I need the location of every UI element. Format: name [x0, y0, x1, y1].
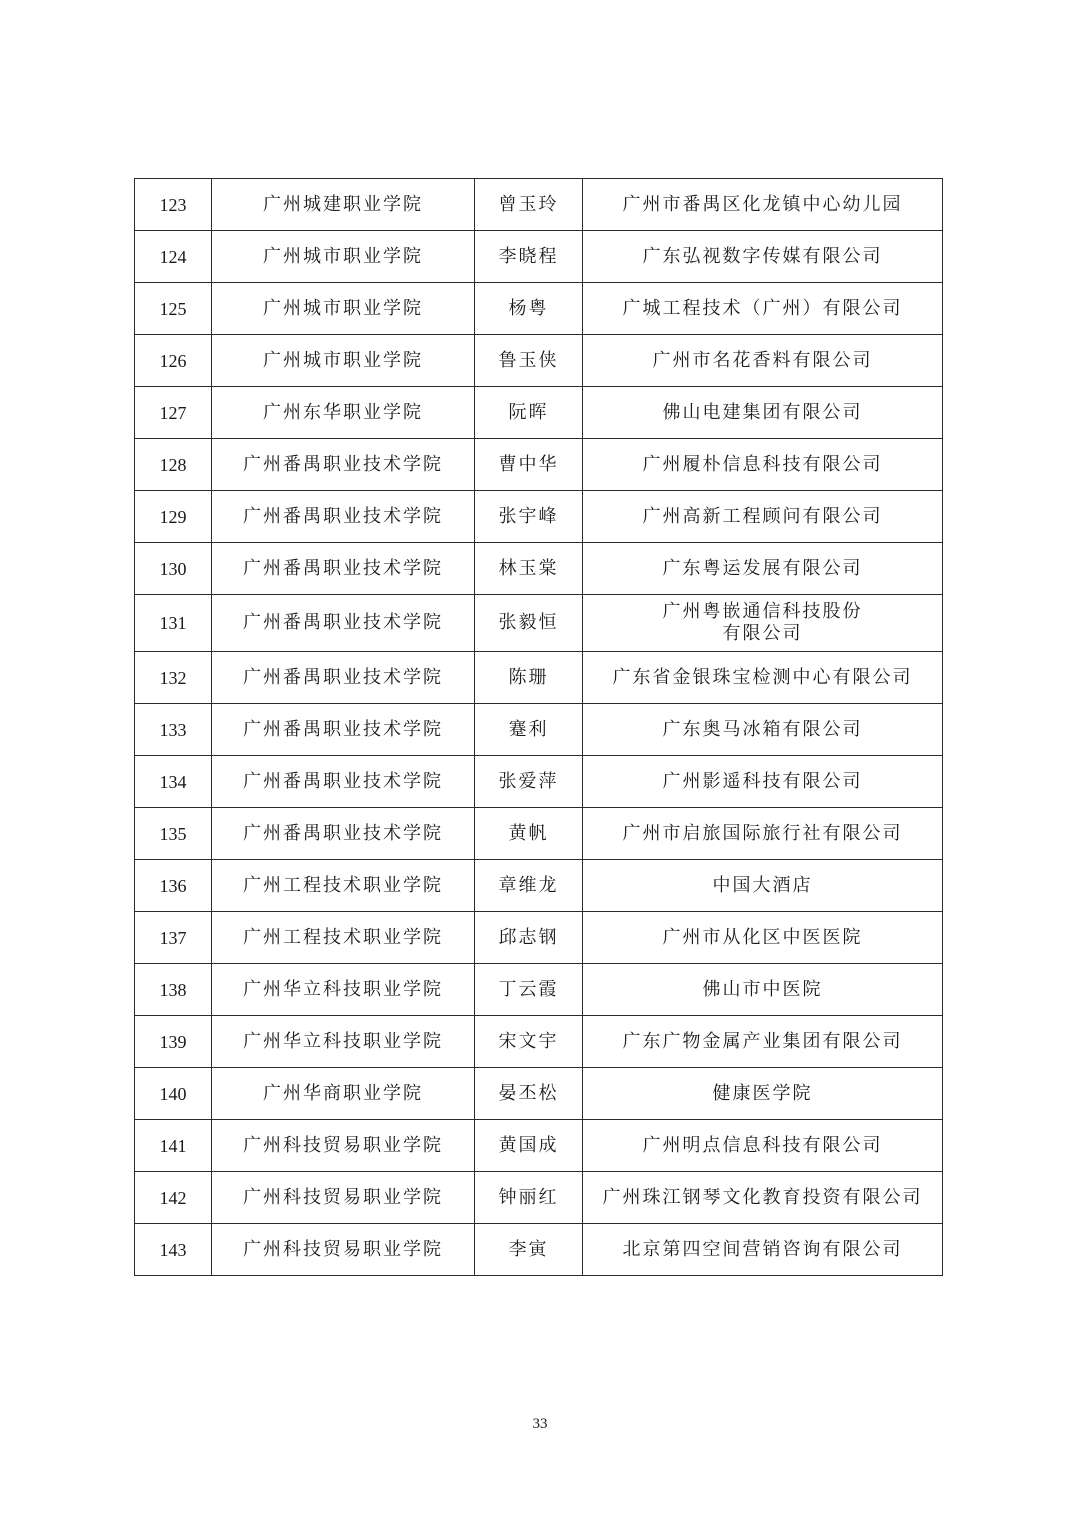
person-name-cell: 蹇利 — [475, 704, 583, 756]
company-line: 有限公司 — [722, 623, 803, 644]
school-cell: 广州番禺职业技术学院 — [212, 439, 475, 491]
school-cell: 广州番禺职业技术学院 — [212, 704, 475, 756]
table-row — [135, 756, 943, 808]
school-cell: 广州番禺职业技术学院 — [212, 808, 475, 860]
person-name-cell: 曹中华 — [475, 439, 583, 491]
company-cell: 广东奥马冰箱有限公司 — [583, 704, 943, 756]
table-row — [135, 491, 943, 543]
company-cell: 佛山市中医院 — [583, 964, 943, 1016]
table-body — [135, 179, 943, 1276]
person-name-cell: 李寅 — [475, 1224, 583, 1276]
person-name-cell: 黄帆 — [475, 808, 583, 860]
row-number-cell: 140 — [135, 1068, 212, 1120]
row-number-cell: 125 — [135, 283, 212, 335]
school-cell: 广州城市职业学院 — [212, 283, 475, 335]
person-name-cell: 李晓程 — [475, 231, 583, 283]
table-row — [135, 1172, 943, 1224]
row-number-cell: 131 — [135, 595, 212, 652]
row-number-cell: 124 — [135, 231, 212, 283]
company-cell: 广州市名花香料有限公司 — [583, 335, 943, 387]
person-name-cell: 鲁玉侠 — [475, 335, 583, 387]
person-name-cell: 章维龙 — [475, 860, 583, 912]
school-cell: 广州工程技术职业学院 — [212, 912, 475, 964]
company-cell: 健康医学院 — [583, 1068, 943, 1120]
row-number-cell: 135 — [135, 808, 212, 860]
row-number-cell: 126 — [135, 335, 212, 387]
company-cell: 广东广物金属产业集团有限公司 — [583, 1016, 943, 1068]
school-cell: 广州番禺职业技术学院 — [212, 491, 475, 543]
person-name-cell: 丁云霞 — [475, 964, 583, 1016]
person-name-cell: 宋文宇 — [475, 1016, 583, 1068]
table-row — [135, 439, 943, 491]
row-number-cell: 136 — [135, 860, 212, 912]
table-row — [135, 1120, 943, 1172]
company-cell: 广城工程技术（广州）有限公司 — [583, 283, 943, 335]
table-row — [135, 964, 943, 1016]
company-cell — [583, 595, 943, 652]
table-row — [135, 543, 943, 595]
table-row — [135, 387, 943, 439]
table-row — [135, 1224, 943, 1276]
row-number-cell: 129 — [135, 491, 212, 543]
person-name-cell: 钟丽红 — [475, 1172, 583, 1224]
row-number-cell: 132 — [135, 652, 212, 704]
row-number-cell: 127 — [135, 387, 212, 439]
row-number-cell: 143 — [135, 1224, 212, 1276]
row-number-cell: 128 — [135, 439, 212, 491]
company-cell: 广东粤运发展有限公司 — [583, 543, 943, 595]
company-cell: 佛山电建集团有限公司 — [583, 387, 943, 439]
company-line: 广州粤嵌通信科技股份 — [662, 601, 863, 622]
person-name-cell: 张爱萍 — [475, 756, 583, 808]
data-table — [134, 178, 943, 1276]
table-row — [135, 1068, 943, 1120]
person-name-cell: 黄国成 — [475, 1120, 583, 1172]
row-number-cell: 139 — [135, 1016, 212, 1068]
row-number-cell: 133 — [135, 704, 212, 756]
page-number: 33 — [532, 1416, 548, 1432]
table-row — [135, 335, 943, 387]
company-cell: 广州市启旅国际旅行社有限公司 — [583, 808, 943, 860]
person-name-cell: 杨粤 — [475, 283, 583, 335]
school-cell: 广州番禺职业技术学院 — [212, 595, 475, 652]
person-name-cell: 林玉棠 — [475, 543, 583, 595]
person-name-cell: 曾玉玲 — [475, 179, 583, 231]
row-number-cell: 138 — [135, 964, 212, 1016]
school-cell: 广州番禺职业技术学院 — [212, 756, 475, 808]
school-cell: 广州华立科技职业学院 — [212, 1016, 475, 1068]
company-cell: 广州市番禺区化龙镇中心幼儿园 — [583, 179, 943, 231]
company-cell: 中国大酒店 — [583, 860, 943, 912]
table-row — [135, 231, 943, 283]
school-cell: 广州城建职业学院 — [212, 179, 475, 231]
school-cell: 广州番禺职业技术学院 — [212, 543, 475, 595]
person-name-cell: 晏丕松 — [475, 1068, 583, 1120]
row-number-cell: 142 — [135, 1172, 212, 1224]
school-cell: 广州华商职业学院 — [212, 1068, 475, 1120]
table-row — [135, 860, 943, 912]
school-cell: 广州科技贸易职业学院 — [212, 1172, 475, 1224]
school-cell: 广州工程技术职业学院 — [212, 860, 475, 912]
table-row — [135, 912, 943, 964]
person-name-cell: 张毅恒 — [475, 595, 583, 652]
table-row — [135, 595, 943, 652]
school-cell: 广州番禺职业技术学院 — [212, 652, 475, 704]
company-cell: 广东省金银珠宝检测中心有限公司 — [583, 652, 943, 704]
company-cell: 广州市从化区中医医院 — [583, 912, 943, 964]
company-cell: 广州影遥科技有限公司 — [583, 756, 943, 808]
school-cell: 广州科技贸易职业学院 — [212, 1224, 475, 1276]
table-row — [135, 652, 943, 704]
company-cell: 北京第四空间营销咨询有限公司 — [583, 1224, 943, 1276]
person-name-cell: 张宇峰 — [475, 491, 583, 543]
company-cell: 广州高新工程顾问有限公司 — [583, 491, 943, 543]
school-cell: 广州东华职业学院 — [212, 387, 475, 439]
person-name-cell: 阮晖 — [475, 387, 583, 439]
row-number-cell: 134 — [135, 756, 212, 808]
school-cell: 广州华立科技职业学院 — [212, 964, 475, 1016]
table-row — [135, 1016, 943, 1068]
school-cell: 广州科技贸易职业学院 — [212, 1120, 475, 1172]
school-cell: 广州城市职业学院 — [212, 231, 475, 283]
company-cell: 广东弘视数字传媒有限公司 — [583, 231, 943, 283]
company-cell: 广州明点信息科技有限公司 — [583, 1120, 943, 1172]
row-number-cell: 130 — [135, 543, 212, 595]
row-number-cell: 141 — [135, 1120, 212, 1172]
table-row — [135, 283, 943, 335]
table-row — [135, 179, 943, 231]
row-number-cell: 123 — [135, 179, 212, 231]
company-cell: 广州珠江钢琴文化教育投资有限公司 — [583, 1172, 943, 1224]
school-cell: 广州城市职业学院 — [212, 335, 475, 387]
table-row — [135, 704, 943, 756]
table-row — [135, 808, 943, 860]
company-cell: 广州履朴信息科技有限公司 — [583, 439, 943, 491]
row-number-cell: 137 — [135, 912, 212, 964]
person-name-cell: 陈珊 — [475, 652, 583, 704]
person-name-cell: 邱志钢 — [475, 912, 583, 964]
